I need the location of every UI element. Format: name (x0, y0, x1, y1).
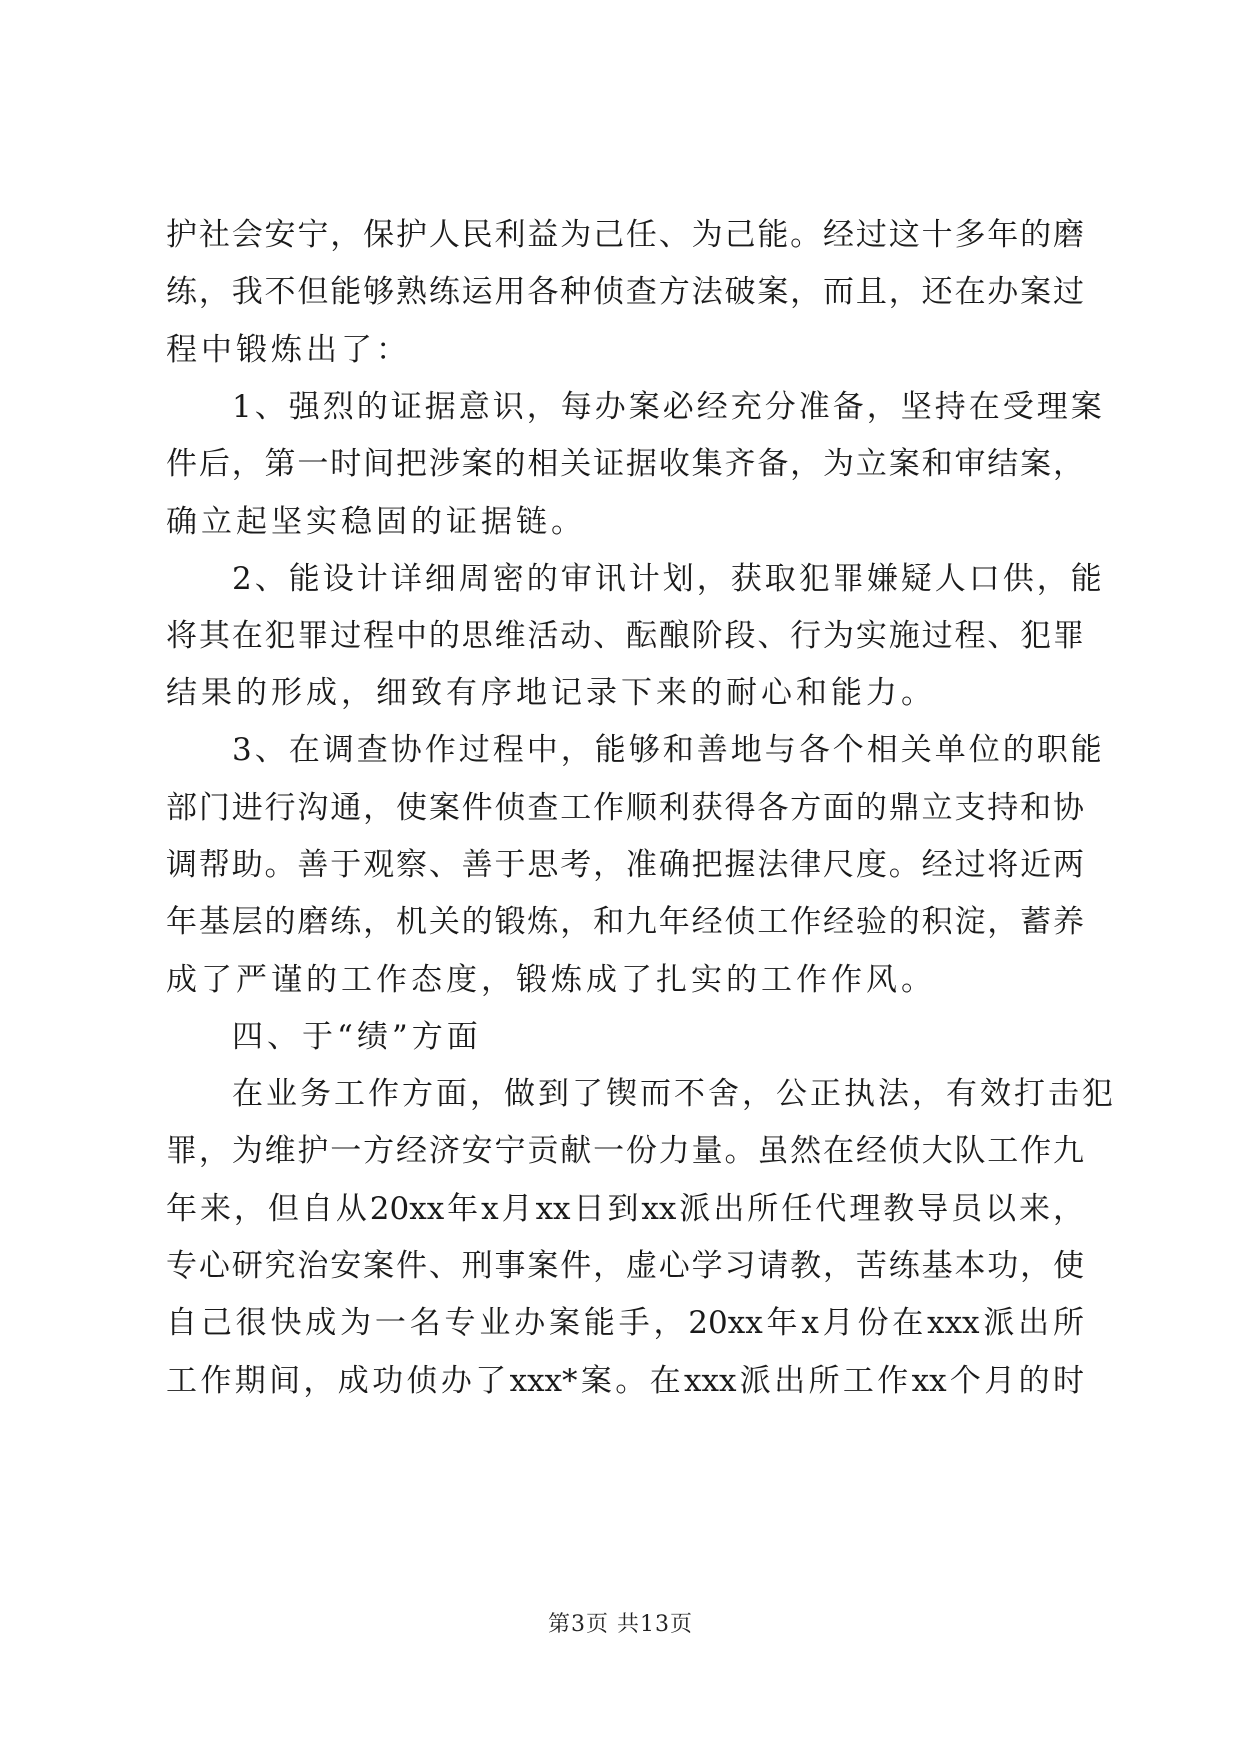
text-line: 将其在犯罪过程中的思维活动、酝酿阶段、行为实施过程、犯罪 (166, 618, 1084, 654)
text-line: 件后，第一时间把涉案的相关证据收集齐备，为立案和审结案， (166, 446, 1084, 482)
text-line: 专心研究治安案件、刑事案件，虚心学习请教，苦练基本功，使 (166, 1248, 1084, 1284)
text-line: 护社会安宁，保护人民利益为己任、为己能。经过这十多年的磨 (166, 217, 1084, 253)
text-line: 确立起坚实稳固的证据链。 (166, 504, 586, 540)
text-line: 调帮助。善于观察、善于思考，准确把握法律尺度。经过将近两 (166, 847, 1084, 883)
page-footer: 第3页 共13页 (548, 1612, 693, 1637)
text-line: 程中锻炼出了： (166, 332, 411, 368)
text-line: 工作期间，成功侦办了xxx*案。在xxx派出所工作xx个月的时 (166, 1363, 1084, 1399)
list-item-2: 2、能设计详细周密的审讯计划，获取犯罪嫌疑人口供，能 (232, 561, 1105, 597)
text-line: 年基层的磨练，机关的锻炼，和九年经侦工作经验的积淀，蓄养 (166, 904, 1084, 940)
text-line: 练，我不但能够熟练运用各种侦查方法破案，而且，还在办案过 (166, 274, 1084, 310)
text-line: 成了严谨的工作态度，锻炼成了扎实的工作作风。 (166, 962, 936, 998)
text-line: 部门进行沟通，使案件侦查工作顺利获得各方面的鼎立支持和协 (166, 790, 1084, 826)
list-item-3: 3、在调查协作过程中，能够和善地与各个相关单位的职能 (232, 732, 1105, 768)
text-line: 自己很快成为一名专业办案能手，20xx年x月份在xxx派出所 (166, 1305, 1084, 1341)
text-line: 结果的形成，细致有序地记录下来的耐心和能力。 (166, 675, 936, 711)
list-item-1: 1、强烈的证据意识，每办案必经充分准备，坚持在受理案 (232, 389, 1105, 425)
text-line: 罪，为维护一方经济安宁贡献一份力量。虽然在经侦大队工作九 (166, 1133, 1084, 1169)
paragraph-start: 在业务工作方面，做到了锲而不舍，公正执法，有效打击犯 (232, 1076, 1116, 1112)
section-heading: 四、于“绩”方面 (232, 1019, 482, 1055)
text-line: 年来，但自从20xx年x月xx日到xx派出所任代理教导员以来， (166, 1191, 1084, 1227)
